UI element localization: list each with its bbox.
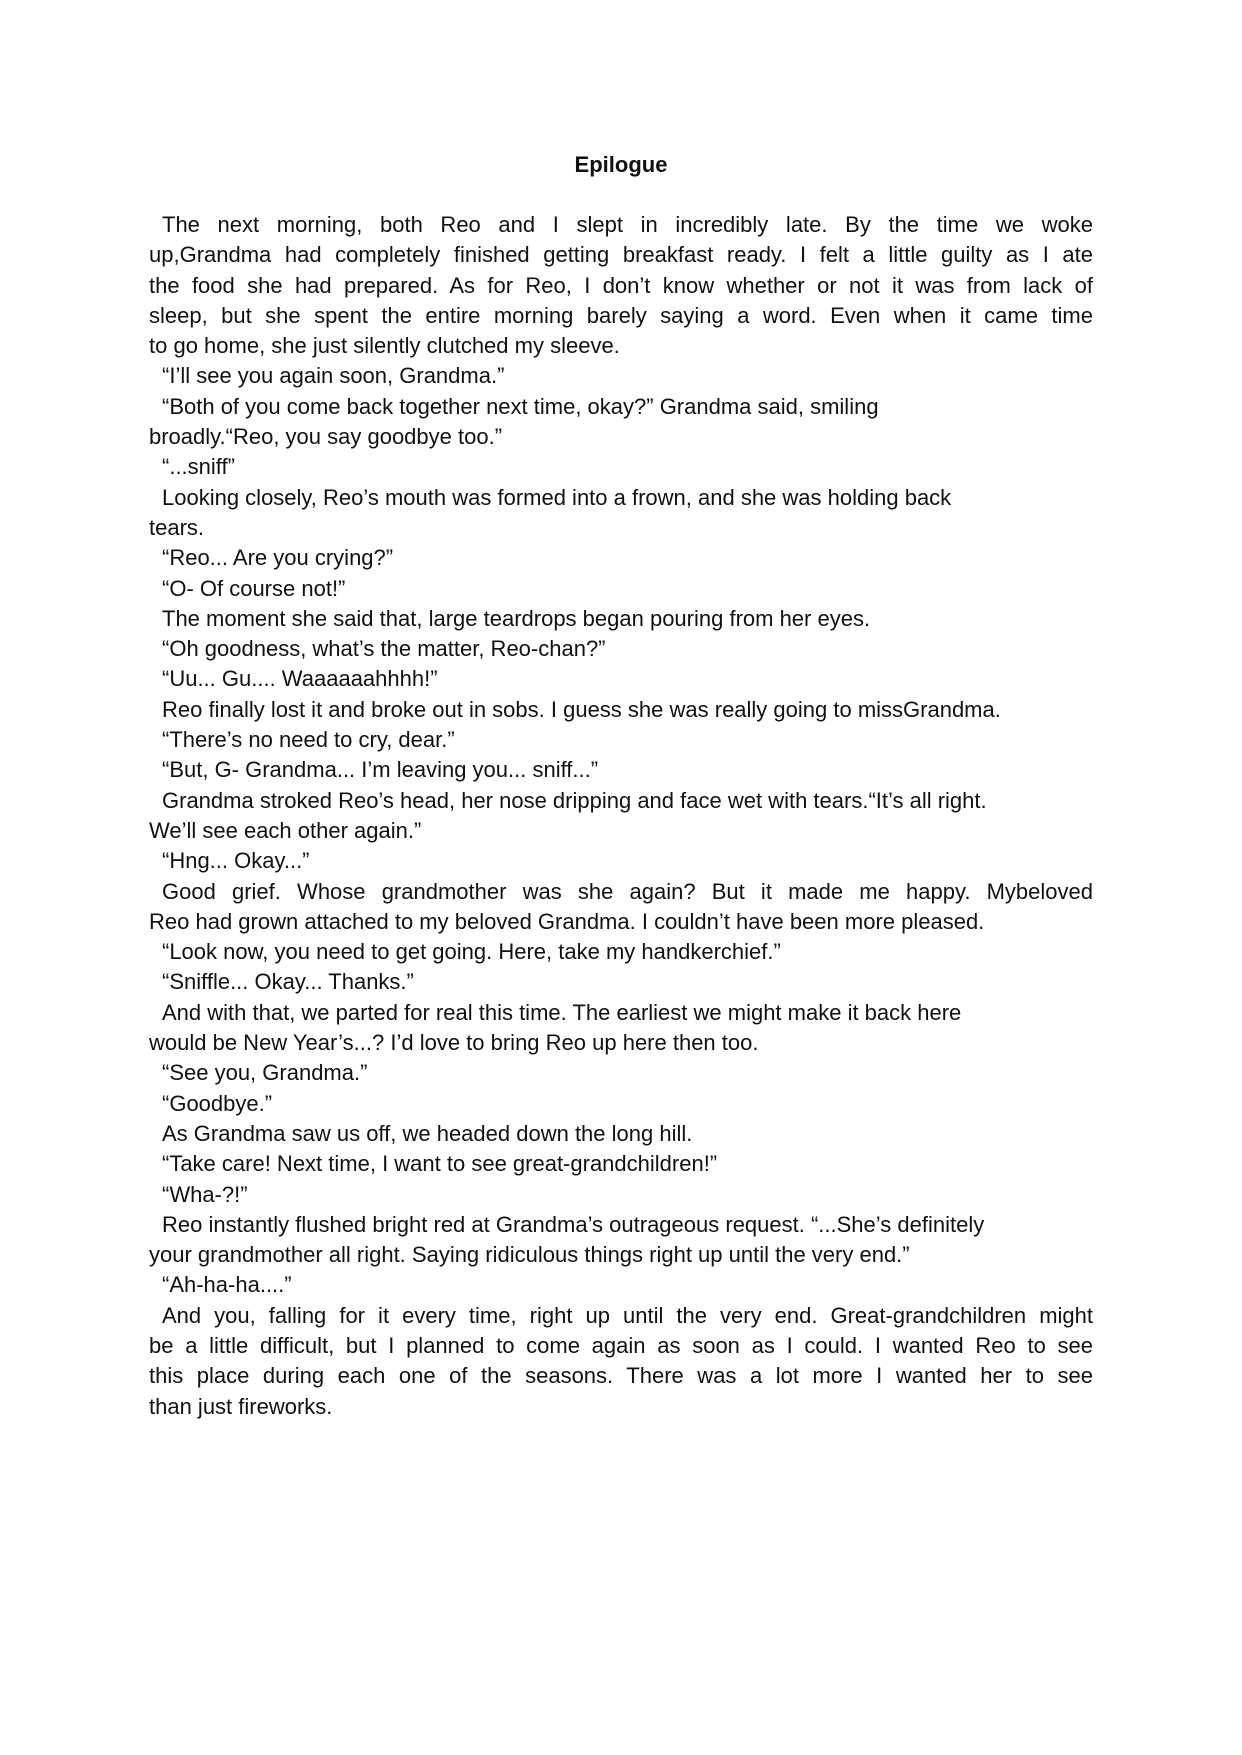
text-line: Grandma stroked Reo’s head, her nose dripping and face wet with tears.“It’s all right. [162, 787, 987, 813]
text-line: “I’ll see you again soon, Grandma.” [162, 363, 505, 389]
text-line: “Oh goodness, what’s the matter, Reo-chan?” [162, 636, 606, 662]
text-line: your grandmother all right. Saying ridiculous things right up until the very end.” [149, 1242, 910, 1268]
text-line: “Look now, you need to get going. Here, take my handkerchief.” [162, 939, 781, 965]
text-line: “...sniff” [162, 454, 235, 480]
text-line: “Goodbye.” [162, 1090, 273, 1116]
text-line: broadly.“Reo, you say goodbye too.” [149, 424, 503, 450]
text-line: “Both of you come back together next time, okay?” Grandma said, smiling [162, 393, 879, 419]
text-line: We’ll see each other again.” [149, 817, 422, 843]
chapter-body [149, 210, 1093, 1422]
text-line: be a little difficult, but I planned to come again as soon as I could. I wanted Reo to see [149, 1332, 1093, 1358]
text-line: “Wha-?!” [162, 1181, 248, 1207]
text-line: “Sniffle... Okay... Thanks.” [162, 969, 414, 995]
text-line: the food she had prepared. As for Reo, I don’t know whether or not it was from lack of [149, 272, 1093, 298]
text-line: would be New Year’s...? I’d love to bring Reo up here then too. [149, 1030, 759, 1056]
text-line: “Take care! Next time, I want to see great-grandchildren!” [162, 1151, 718, 1177]
text-line: tears. [149, 514, 205, 540]
text-line: “Hng... Okay...” [162, 848, 310, 874]
text-line: The next morning, both Reo and I slept in incredibly late. By the time we woke [162, 212, 1093, 237]
text-line: to go home, she just silently clutched my sleeve. [149, 333, 620, 359]
text-line: “See you, Grandma.” [162, 1060, 368, 1086]
text-line: than just fireworks. [149, 1393, 333, 1419]
text-line: Good grief. Whose grandmother was she again? But it made me happy. Mybeloved [162, 878, 1093, 904]
text-line: “Uu... Gu.... Waaaaaahhhh!” [162, 666, 438, 692]
text-line: And with that, we parted for real this time. The earliest we might make it back here [162, 999, 962, 1025]
text-line: Reo instantly flushed bright red at Grandma’s outrageous request. “...She’s definitely [162, 1211, 985, 1237]
text-line: up,Grandma had completely finished getting breakfast ready. I felt a little guilty as I ate [149, 242, 1093, 268]
text-line: The moment she said that, large teardrops began pouring from her eyes. [162, 605, 871, 631]
text-line: And you, falling for it every time, right up until the very end. Great-grandchildren might [162, 1302, 1093, 1328]
text-line: Reo had grown attached to my beloved Grandma. I couldn’t have been more pleased. [149, 908, 985, 934]
text-line: “There’s no need to cry, dear.” [162, 727, 455, 753]
text-line: “Reo... Are you crying?” [162, 545, 394, 571]
text-line: Reo finally lost it and broke out in sobs. I guess she was really going to missGrandma. [162, 696, 1001, 722]
text-line: “Ah-ha-ha....” [162, 1272, 292, 1298]
text-line: this place during each one of the seasons. There was a lot more I wanted her to see [149, 1363, 1093, 1389]
chapter-title: Epilogue [574, 152, 668, 177]
text-line: “O- Of course not!” [162, 575, 346, 601]
text-line: sleep, but she spent the entire morning barely saying a word. Even when it came time [149, 302, 1093, 328]
text-line: Looking closely, Reo’s mouth was formed into a frown, and she was holding back [162, 484, 952, 510]
text-line: As Grandma saw us off, we headed down the long hill. [162, 1120, 693, 1146]
text-line: “But, G- Grandma... I’m leaving you... sniff...” [162, 757, 599, 783]
